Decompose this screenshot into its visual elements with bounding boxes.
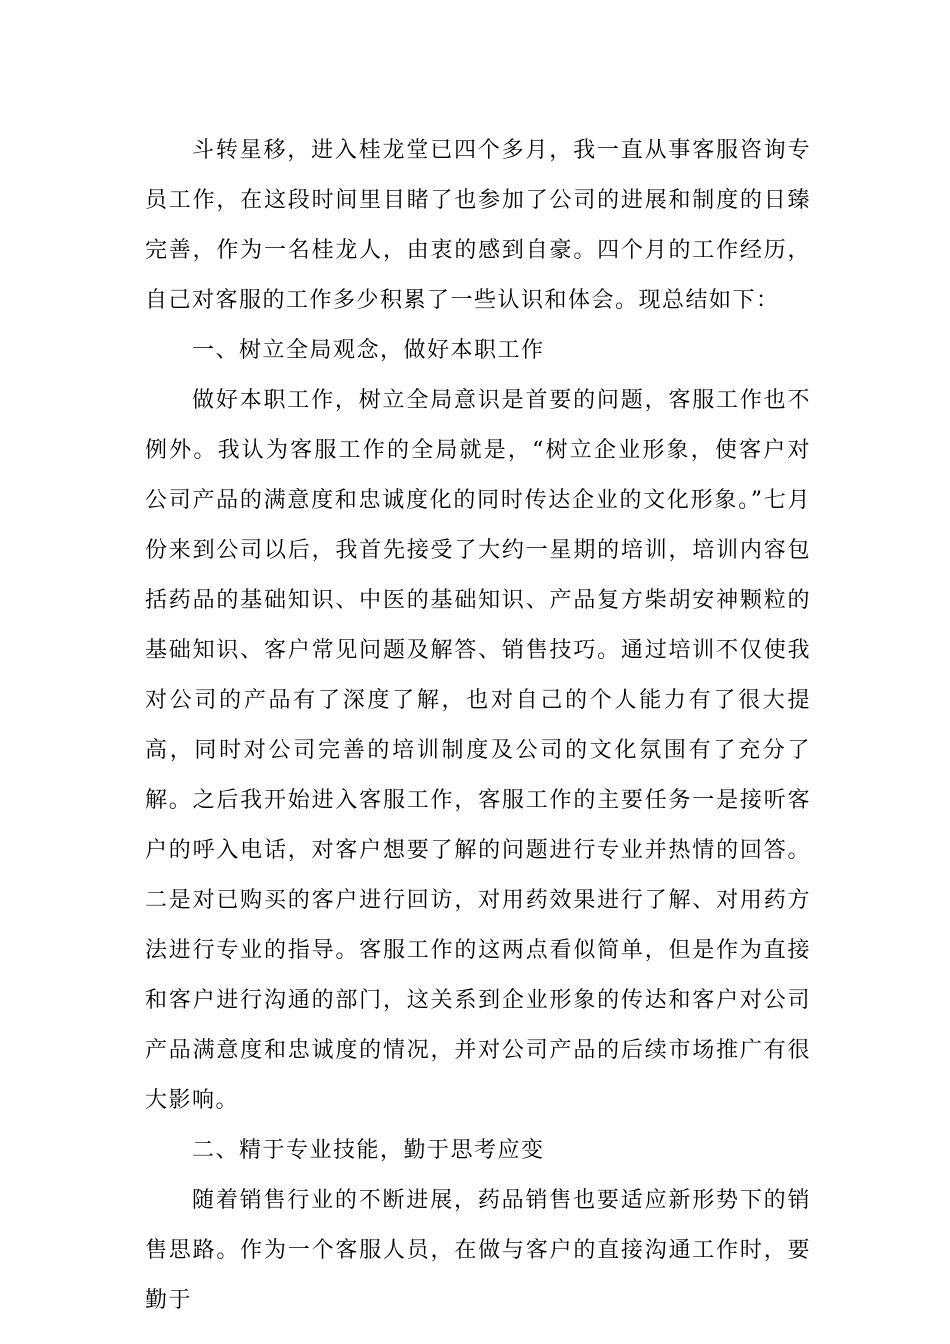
section-heading-1: 一、树立全局观念，做好本职工作 (192, 338, 545, 363)
document-body (145, 126, 811, 1326)
paragraph-intro: 斗转星移，进入桂龙堂已四个多月，我一直从事客服咨询专员工作，在这段时间里目睹了也参加了公司的进展和制度的日臻完善，作为一名桂龙人，由衷的感到自豪。四个月的工作经历，自己对客服的工作多少积累了一些认识和体会。现总结如下： (145, 138, 811, 313)
paragraph-section-2: 随着销售行业的不断进展，药品销售也要适应新形势下的销售思路。作为一个客服人员，在做与客户的直接沟通工作时，要勤于 (145, 1188, 811, 1313)
section-heading-2: 二、精于专业技能，勤于思考应变 (192, 1138, 545, 1163)
paragraph-section-1: 做好本职工作，树立全局意识是首要的问题，客服工作也不例外。我认为客服工作的全局就是，“树立企业形象，使客户对公司产品的满意度和忠诚度化的同时传达企业的文化形象。”七月份来到公司以后，我首先接受了大约一星期的培训，培训内容包括药品的基础知识、中医的基础知识、产品复方柴胡安神颗粒的基础知识、客户常见问题及解答、销售技巧。通过培训不仅使我对公司的产品有了深度了解，也对自己的个人能力有了很大提高，同时对公司完善的培训制度及公司的文化氛围有了充分了解。之后我开始进入客服工作，客服工作的主要任务一是接听客户的呼入电话，对客户想要了解的问题进行专业并热情的回答。二是对已购买的客户进行回访，对用药效果进行了解、对用药方法进行专业的指导。客服工作的这两点看似简单，但是作为直接和客户进行沟通的部门，这关系到企业形象的传达和客户对公司产品满意度和忠诚度的情况，并对公司产品的后续市场推广有很大影响。 (145, 388, 811, 1113)
